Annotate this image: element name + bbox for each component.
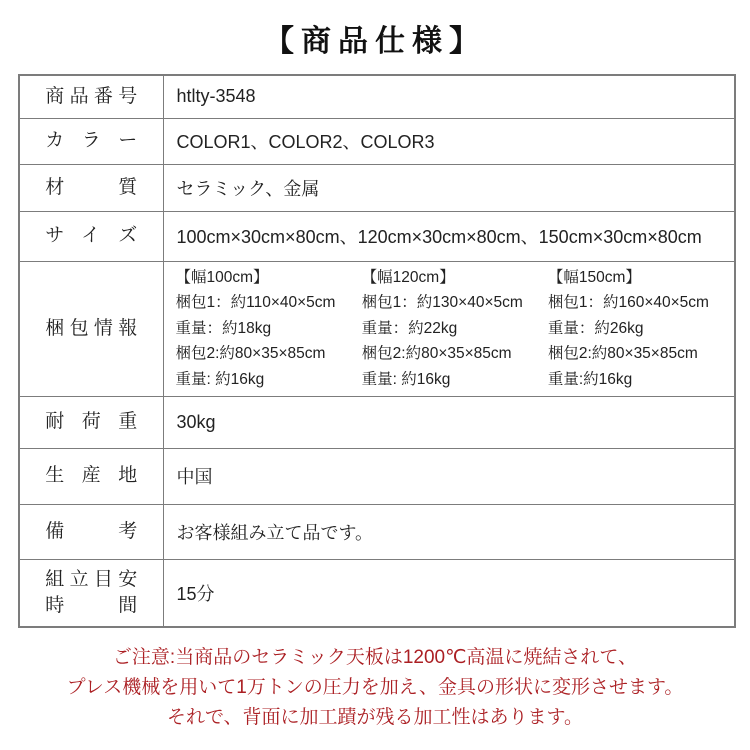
table-row-size	[19, 211, 735, 261]
table-row-item-number	[19, 75, 735, 118]
packing-line: 梱包1：約160×40×5cm	[547, 294, 709, 312]
packing-line: 【幅100cm】	[175, 268, 269, 286]
row-value: セラミック、金属	[163, 164, 735, 211]
row-value: お客様組み立て品です。	[163, 504, 735, 559]
row-label-cell	[19, 261, 163, 396]
table-row-color	[19, 118, 735, 164]
row-value: htlty-3548	[163, 75, 735, 118]
row-label-line1: 組立目安	[45, 568, 138, 590]
packing-column-120cm	[362, 265, 548, 393]
packing-line: 重量：約18kg	[175, 319, 272, 337]
packing-columns	[164, 265, 735, 393]
row-label-cell	[19, 164, 163, 211]
packing-line: 梱包2:約80×35×85cm	[361, 345, 512, 363]
row-label-cell	[19, 396, 163, 448]
row-label-cell	[19, 559, 163, 627]
page-title: 【商品仕様】	[264, 25, 486, 58]
packing-line: 重量：約26kg	[547, 319, 644, 337]
packing-line: 重量:約16kg	[547, 370, 633, 388]
table-row-load-capacity	[19, 396, 735, 448]
row-value	[163, 261, 735, 396]
row-label-cell	[19, 118, 163, 164]
table-row-remarks	[19, 504, 735, 559]
row-label-cell	[19, 448, 163, 504]
row-label: 耐荷重	[45, 411, 138, 432]
row-value: 15分	[163, 559, 735, 627]
table-row-origin	[19, 448, 735, 504]
row-value: 100cm×30cm×80cm、120cm×30cm×80cm、150cm×30cm×80cm	[163, 211, 735, 261]
packing-line: 重量: 約16kg	[361, 370, 451, 388]
table-row-assembly-time	[19, 559, 735, 627]
packing-line: 梱包1：約130×40×5cm	[361, 294, 523, 312]
row-label: 梱包情報	[45, 317, 138, 339]
packing-line: 重量: 約16kg	[175, 370, 265, 388]
row-label: 備考	[45, 520, 138, 542]
row-label-cell	[19, 211, 163, 261]
packing-column-150cm	[548, 265, 734, 393]
row-label-line2: 時間	[45, 594, 138, 616]
caution-note	[0, 643, 750, 733]
caution-line: ご注意:当商品のセラミック天板は1200℃高温に焼結されて、	[112, 647, 638, 668]
packing-line: 【幅120cm】	[361, 268, 455, 286]
table-row-packing-info	[19, 261, 735, 396]
packing-line: 重量：約22kg	[361, 319, 458, 337]
packing-line: 梱包1：約110×40×5cm	[175, 294, 336, 312]
spec-table	[18, 74, 736, 628]
row-label: サイズ	[45, 225, 138, 246]
caution-line: それで、背面に加工蹟が残る加工性はあります。	[166, 707, 584, 728]
row-value: 中国	[163, 448, 735, 504]
table-row-material	[19, 164, 735, 211]
row-label: 材質	[45, 176, 138, 198]
packing-line: 【幅150cm】	[547, 268, 641, 286]
row-value: COLOR1、COLOR2、COLOR3	[163, 118, 735, 164]
row-label-cell	[19, 75, 163, 118]
row-label: 商品番号	[45, 85, 138, 107]
row-label: カラー	[45, 130, 138, 151]
row-label: 生産地	[45, 465, 138, 486]
row-value: 30kg	[163, 396, 735, 448]
caution-line: プレス機械を用いて1万トンの圧力を加え、金具の形状に変形させます。	[66, 677, 684, 698]
packing-line: 梱包2:約80×35×85cm	[547, 345, 698, 363]
packing-line: 梱包2:約80×35×85cm	[175, 345, 326, 363]
packing-column-100cm	[176, 265, 362, 393]
row-label-cell	[19, 504, 163, 559]
